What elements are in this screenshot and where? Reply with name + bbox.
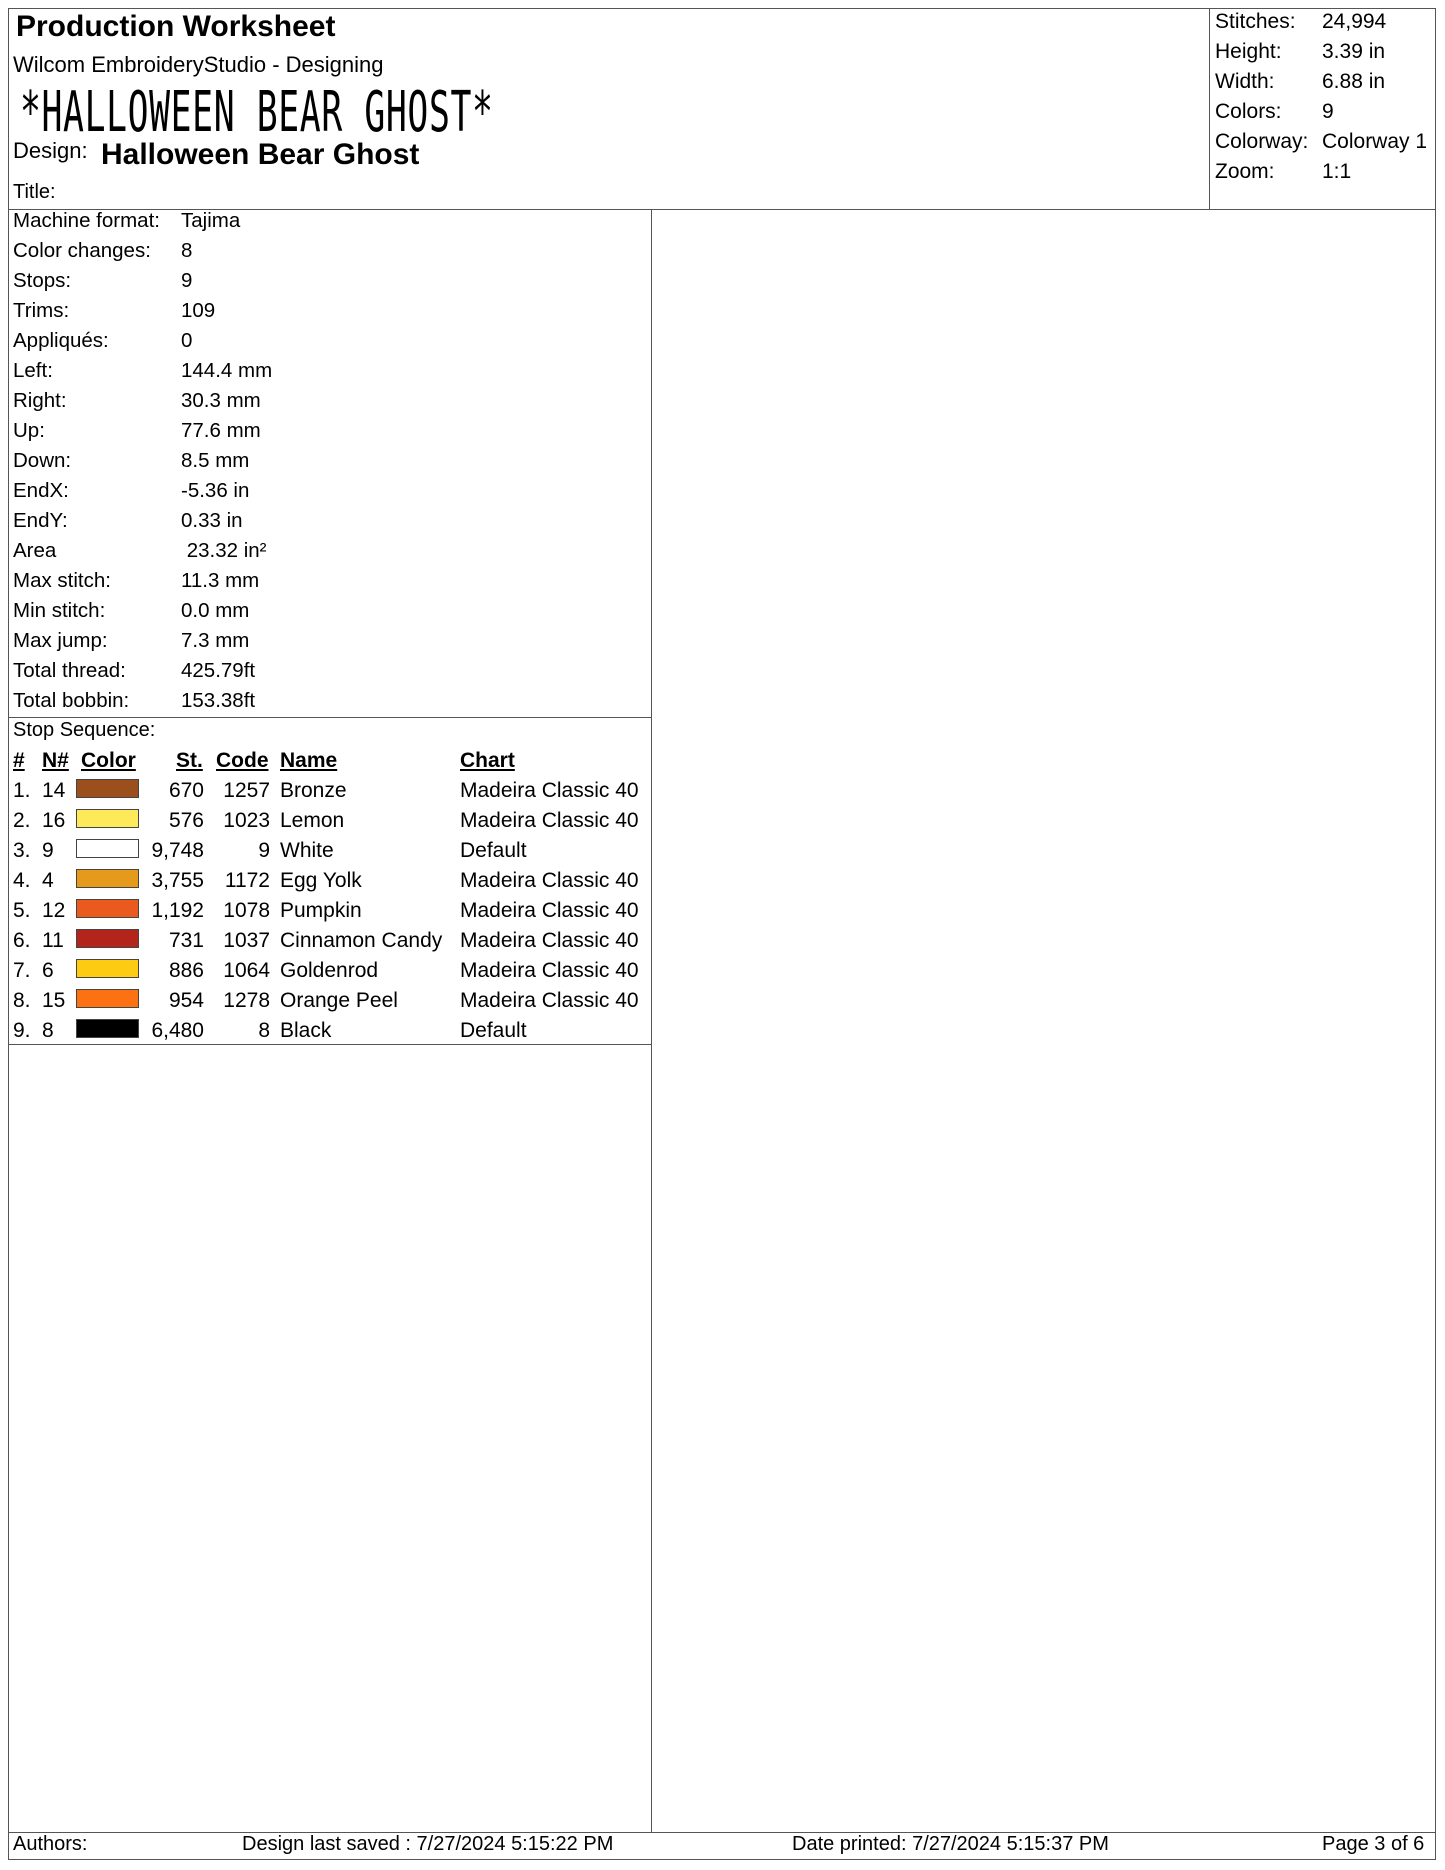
row-num: 8. — [13, 989, 31, 1012]
info-value: Tajima — [181, 209, 241, 232]
stat-key: Zoom: — [1215, 160, 1275, 183]
stat-value: 1:1 — [1322, 160, 1352, 183]
info-key: EndX: — [13, 479, 69, 502]
info-key: EndY: — [13, 509, 68, 532]
table-row — [0, 929, 655, 959]
row-chart: Madeira Classic 40 — [460, 959, 639, 982]
software-subtitle: Wilcom EmbroideryStudio - Designing — [13, 52, 384, 77]
color-swatch — [76, 869, 139, 888]
row-code: 1172 — [224, 869, 270, 892]
col-header-stitches: St. — [176, 749, 203, 772]
color-swatch — [76, 839, 139, 858]
info-key: Area — [13, 539, 57, 562]
table-row — [0, 1019, 655, 1049]
row-code: 1037 — [223, 929, 270, 952]
row-name: Egg Yolk — [280, 869, 362, 892]
stat-key: Colors: — [1215, 100, 1282, 123]
row-name: Lemon — [280, 809, 345, 832]
info-value: 0.33 in — [181, 509, 243, 532]
table-row — [0, 959, 655, 989]
row-needle: 9 — [42, 839, 54, 862]
info-key: Down: — [13, 449, 72, 472]
info-value: 425.79ft — [181, 659, 256, 682]
info-key: Machine format: — [13, 209, 160, 232]
info-divider — [8, 717, 651, 718]
row-name: Black — [280, 1019, 332, 1042]
col-header-num: # — [13, 749, 25, 772]
row-needle: 15 — [42, 989, 66, 1012]
footer-divider — [8, 1832, 1436, 1833]
info-value: 11.3 mm — [181, 569, 260, 592]
design-name-large: *HALLOWEEN BEAR GHOST* — [20, 80, 494, 145]
design-value: Halloween Bear Ghost — [101, 138, 420, 171]
row-name: White — [280, 839, 334, 862]
row-num: 2. — [13, 809, 31, 832]
color-swatch — [76, 959, 139, 978]
row-stitches: 3,755 — [151, 869, 204, 892]
stat-key: Width: — [1215, 70, 1275, 93]
stat-value: Colorway 1 — [1322, 130, 1428, 153]
stat-key: Colorway: — [1215, 130, 1309, 153]
info-value: 144.4 mm — [181, 359, 273, 382]
design-label: Design: — [13, 138, 88, 163]
info-value: 0.0 mm — [181, 599, 250, 622]
title-label: Title: — [13, 181, 56, 203]
row-needle: 11 — [42, 929, 64, 952]
info-key: Min stitch: — [13, 599, 106, 622]
info-key: Appliqués: — [13, 329, 109, 352]
info-value: 23.32 in² — [181, 539, 267, 562]
footer-authors: Authors: — [13, 1833, 88, 1855]
row-code: 1278 — [223, 989, 270, 1012]
stat-key: Stitches: — [1215, 10, 1296, 33]
info-key: Total thread: — [13, 659, 126, 682]
row-code: 1257 — [223, 779, 270, 802]
footer-last-saved: Design last saved : 7/27/2024 5:15:22 PM — [242, 1833, 614, 1855]
row-stitches: 731 — [168, 929, 204, 952]
row-chart: Default — [460, 1019, 527, 1042]
row-chart: Default — [460, 839, 527, 862]
info-value: -5.36 in — [181, 479, 250, 502]
table-row — [0, 839, 655, 869]
info-key: Right: — [13, 389, 67, 412]
row-chart: Madeira Classic 40 — [460, 989, 639, 1012]
info-value: 30.3 mm — [181, 389, 261, 412]
row-code: 1064 — [223, 959, 270, 982]
row-needle: 16 — [42, 809, 66, 832]
color-swatch — [76, 809, 139, 828]
table-row — [0, 779, 655, 809]
row-code: 1023 — [223, 809, 270, 832]
row-stitches: 9,748 — [151, 839, 204, 862]
row-chart: Madeira Classic 40 — [460, 869, 639, 892]
row-code: 1078 — [223, 899, 270, 922]
row-needle: 8 — [42, 1019, 54, 1042]
row-num: 9. — [13, 1019, 31, 1042]
stat-value: 24,994 — [1322, 10, 1387, 33]
info-value: 109 — [181, 299, 216, 322]
worksheet-title: Production Worksheet — [16, 10, 336, 43]
stat-value: 9 — [1322, 100, 1334, 123]
footer-date-printed: Date printed: 7/27/2024 5:15:37 PM — [792, 1833, 1109, 1855]
row-chart: Madeira Classic 40 — [460, 809, 639, 832]
color-swatch — [76, 899, 139, 918]
col-header-code: Code — [216, 749, 269, 772]
col-header-needle: N# — [42, 749, 69, 772]
info-value: 8.5 mm — [181, 449, 250, 472]
info-key: Trims: — [13, 299, 70, 322]
row-num: 3. — [13, 839, 31, 862]
info-key: Left: — [13, 359, 53, 382]
row-chart: Madeira Classic 40 — [460, 899, 639, 922]
table-row — [0, 809, 655, 839]
row-code: 8 — [258, 1019, 270, 1042]
stat-value: 6.88 in — [1322, 70, 1386, 93]
row-stitches: 576 — [168, 809, 204, 832]
stat-key: Height: — [1215, 40, 1282, 63]
color-swatch — [76, 779, 139, 798]
row-stitches: 954 — [168, 989, 204, 1012]
row-needle: 6 — [42, 959, 54, 982]
col-header-name: Name — [280, 749, 338, 772]
color-swatch — [76, 1019, 139, 1038]
row-stitches: 1,192 — [151, 899, 204, 922]
info-key: Up: — [13, 419, 45, 442]
color-swatch — [76, 989, 139, 1008]
info-value: 153.38ft — [181, 689, 256, 712]
row-needle: 4 — [42, 869, 54, 892]
info-key: Max stitch: — [13, 569, 111, 592]
row-num: 1. — [13, 779, 31, 802]
info-value: 8 — [181, 239, 193, 262]
col-header-chart: Chart — [460, 749, 515, 772]
row-name: Goldenrod — [280, 959, 379, 982]
info-key: Max jump: — [13, 629, 108, 652]
row-num: 7. — [13, 959, 31, 982]
color-swatch — [76, 929, 139, 948]
row-name: Orange Peel — [280, 989, 398, 1012]
row-num: 6. — [13, 929, 31, 952]
row-num: 5. — [13, 899, 31, 922]
row-stitches: 670 — [168, 779, 204, 802]
footer-page-number: Page 3 of 6 — [1322, 1833, 1425, 1855]
info-key: Total bobbin: — [13, 689, 130, 712]
info-value: 7.3 mm — [181, 629, 250, 652]
info-value: 9 — [181, 269, 193, 292]
row-code: 9 — [258, 839, 270, 862]
info-value: 0 — [181, 329, 193, 352]
info-key: Stops: — [13, 269, 72, 292]
table-row — [0, 869, 655, 899]
row-chart: Madeira Classic 40 — [460, 929, 639, 952]
info-value: 77.6 mm — [181, 419, 261, 442]
stats-divider — [1209, 8, 1210, 209]
row-name: Bronze — [280, 779, 347, 802]
row-stitches: 886 — [168, 959, 204, 982]
row-stitches: 6,480 — [151, 1019, 204, 1042]
table-row — [0, 899, 655, 929]
row-needle: 14 — [42, 779, 66, 802]
table-row — [0, 989, 655, 1019]
col-header-color: Color — [81, 749, 136, 772]
row-num: 4. — [13, 869, 31, 892]
stat-value: 3.39 in — [1322, 40, 1386, 63]
row-chart: Madeira Classic 40 — [460, 779, 639, 802]
stop-sequence-label: Stop Sequence: — [13, 719, 156, 741]
row-needle: 12 — [42, 899, 66, 922]
row-name: Cinnamon Candy — [280, 929, 443, 952]
row-name: Pumpkin — [280, 899, 362, 922]
info-key: Color changes: — [13, 239, 151, 262]
